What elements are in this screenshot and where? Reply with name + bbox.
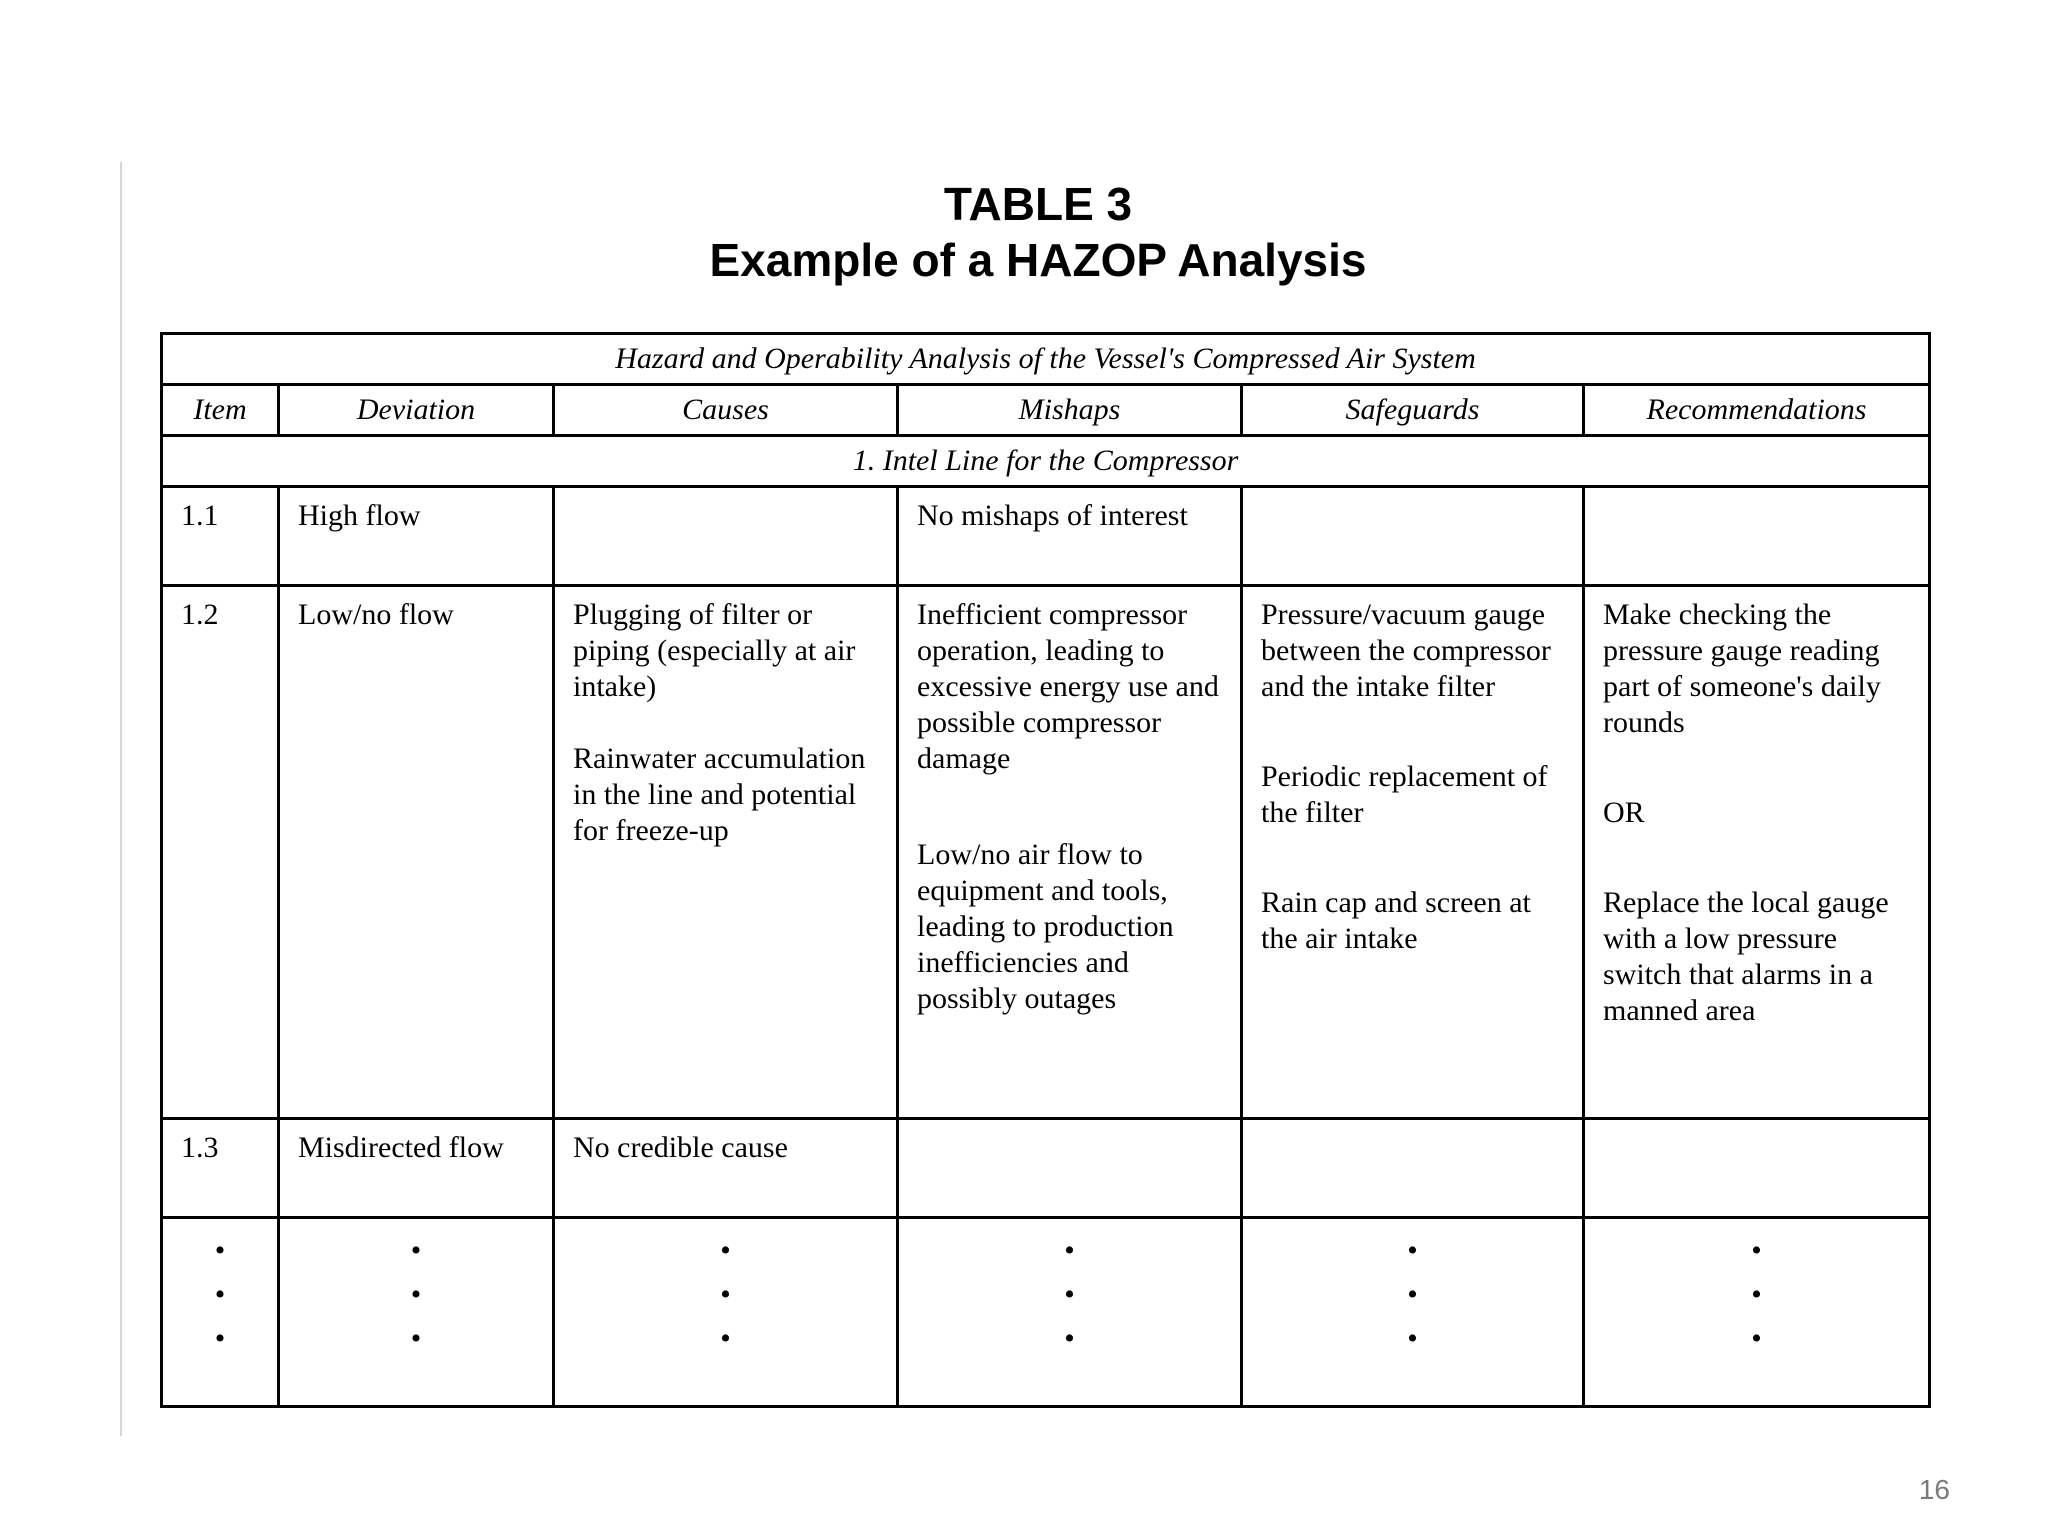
cause-text: No credible cause: [573, 1131, 788, 1164]
continuation-dot: •: [1751, 1322, 1762, 1355]
continuation-cell: [1584, 1218, 1930, 1407]
safeguards-cell: [1242, 586, 1584, 1119]
continuation-dot: •: [410, 1322, 422, 1355]
recommendations-cell: [1584, 586, 1930, 1119]
deviation-cell: High flow: [279, 487, 554, 586]
mishap-text: No mishaps of interest: [917, 499, 1188, 532]
page-title: [0, 176, 2048, 288]
continuation-dot: •: [720, 1278, 731, 1311]
mishaps-cell: [898, 487, 1242, 586]
mishap-text: Inefficient compressor operation, leading to excessive energy use and possible compressor damage: [917, 598, 1219, 775]
item-cell: 1.1: [162, 487, 279, 586]
continuation-dot: •: [1751, 1234, 1762, 1267]
mishaps-cell: [898, 1119, 1242, 1218]
column-header-deviation: Deviation: [279, 385, 554, 436]
safeguard-text: Periodic replacement of the filter: [1261, 760, 1548, 829]
safeguards-cell: [1242, 1119, 1584, 1218]
section-row: [162, 436, 1930, 487]
table-row: [162, 1119, 1930, 1218]
continuation-cell: [898, 1218, 1242, 1407]
mishaps-cell: [898, 586, 1242, 1119]
continuation-dot: •: [410, 1278, 422, 1311]
column-header-mishaps: Mishaps: [898, 385, 1242, 436]
safeguard-text: Rain cap and screen at the air intake: [1261, 886, 1531, 955]
table-caption-row: [162, 334, 1930, 385]
recommendations-cell: [1584, 487, 1930, 586]
continuation-row: [162, 1218, 1930, 1407]
continuation-dot: •: [214, 1234, 226, 1267]
continuation-dot: •: [1064, 1234, 1075, 1267]
recommendation-text: OR: [1603, 796, 1645, 829]
continuation-dot: •: [1751, 1278, 1762, 1311]
cause-text: Plugging of filter or piping (especially at air intake): [573, 598, 856, 703]
continuation-dot: •: [1064, 1278, 1075, 1311]
continuation-dot: •: [720, 1234, 731, 1267]
column-header-causes: Causes: [554, 385, 898, 436]
page-number: 16: [1918, 1474, 1950, 1505]
item-cell: 1.2: [162, 586, 279, 1119]
continuation-dot: •: [1064, 1322, 1075, 1355]
table-row: [162, 487, 1930, 586]
section-heading: 1. Intel Line for the Compressor: [162, 436, 1930, 487]
continuation-cell: [162, 1218, 279, 1407]
continuation-cell: [1242, 1218, 1584, 1407]
continuation-dot: •: [720, 1322, 731, 1355]
column-header-item: Item: [162, 385, 279, 436]
mishap-text: Low/no air flow to equipment and tools, leading to production inefficiencies and possibly outages: [917, 838, 1174, 1015]
causes-cell: [554, 1119, 898, 1218]
cause-text: Rainwater accumulation in the line and potential for freeze-up: [573, 742, 866, 847]
table-caption: Hazard and Operability Analysis of the Vessel's Compressed Air System: [162, 334, 1930, 385]
continuation-dot: •: [1407, 1278, 1418, 1311]
column-header-recommendations: Recommendations: [1584, 385, 1930, 436]
continuation-dot: •: [1407, 1234, 1418, 1267]
safeguard-text: Pressure/vacuum gauge between the compressor and the intake filter: [1261, 598, 1551, 703]
recommendation-text: Make checking the pressure gauge reading part of someone's daily rounds: [1603, 598, 1881, 739]
continuation-dot: •: [410, 1234, 422, 1267]
column-header-safeguards: Safeguards: [1242, 385, 1584, 436]
item-cell: 1.3: [162, 1119, 279, 1218]
causes-cell: [554, 586, 898, 1119]
continuation-dot: •: [1407, 1322, 1418, 1355]
table-header-row: [162, 385, 1930, 436]
table-row: [162, 586, 1930, 1119]
recommendation-text: Replace the local gauge with a low pressure switch that alarms in a manned area: [1603, 886, 1889, 1027]
continuation-dot: •: [214, 1278, 226, 1311]
recommendations-cell: [1584, 1119, 1930, 1218]
deviation-cell: Low/no flow: [279, 586, 554, 1119]
continuation-cell: [554, 1218, 898, 1407]
page-margin-line: [120, 162, 122, 1436]
table-number-title: TABLE 3: [943, 178, 1133, 230]
safeguards-cell: [1242, 487, 1584, 586]
hazop-table: [160, 332, 1931, 1408]
table-description-title: Example of a HAZOP Analysis: [709, 234, 1367, 286]
causes-cell: [554, 487, 898, 586]
continuation-cell: [279, 1218, 554, 1407]
continuation-dot: •: [214, 1322, 226, 1355]
deviation-cell: Misdirected flow: [279, 1119, 554, 1218]
